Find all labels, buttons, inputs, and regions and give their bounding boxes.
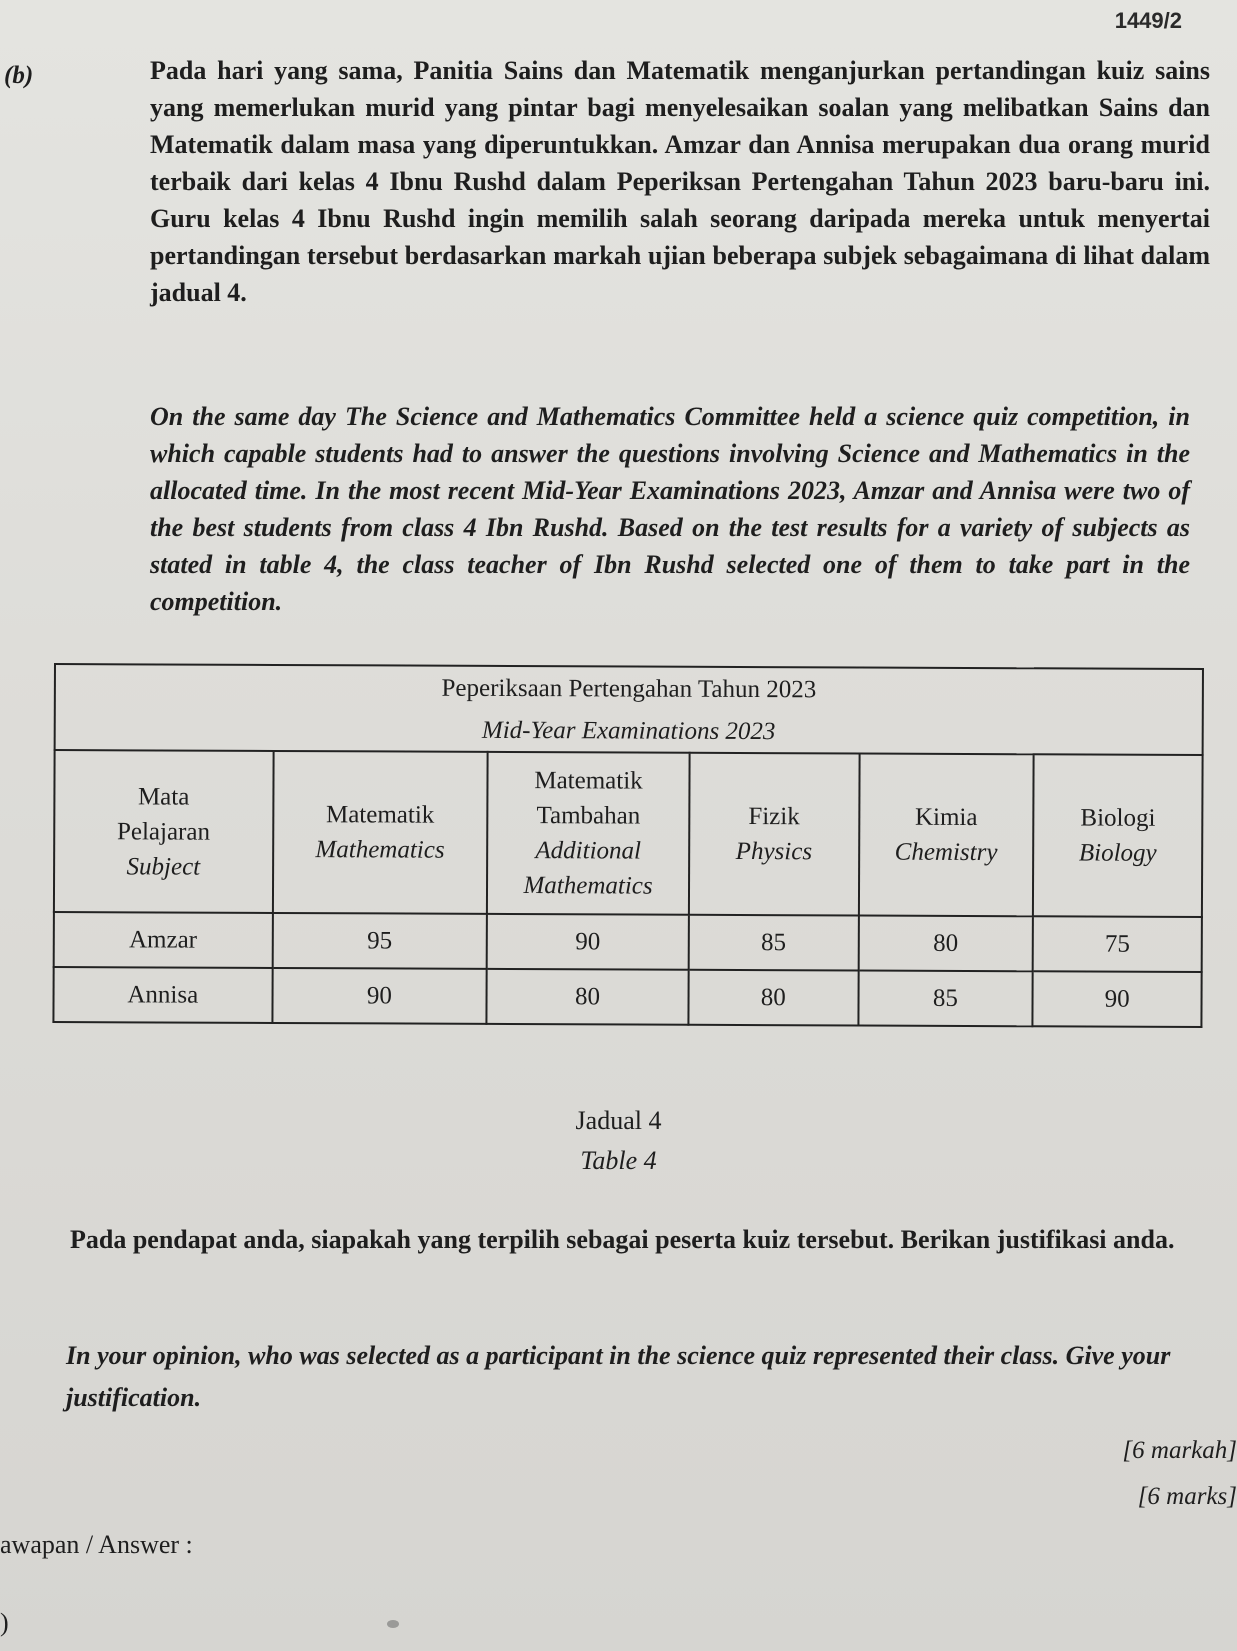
subject-name-malay-l1: Matematik bbox=[534, 767, 643, 795]
table-row bbox=[53, 967, 1201, 1027]
score-cell: 80 bbox=[487, 969, 689, 1025]
question-text-malay: Pada hari yang sama, Panitia Sains dan Matematik menganjurkan pertandingan kuiz sains yang memerlukan murid yang pintar bagi menyelesaikan soalan yang melibatkan Sains dan Matematik dalam masa yang diperuntukkan. Amzar dan Annisa merupakan dua orang murid terbaik dari kelas 4 Ibnu Rushd dalam Peperiksan Pertengahan Tahun 2023 baru-baru ini. Guru kelas 4 Ibnu Rushd ingin memilih salah seorang daripada mereka untuk menyertai pertandingan tersebut berdasarkan markah ujian beberapa subjek sebagaimana di lihat dalam jadual 4. bbox=[150, 56, 1210, 307]
marks-english: [6 marks] bbox=[1137, 1483, 1237, 1510]
student-name: Amzar bbox=[54, 912, 273, 968]
score-cell: 90 bbox=[1033, 971, 1202, 1027]
answer-label: awapan / Answer : bbox=[0, 1530, 193, 1559]
subject-name-malay-l2: Tambahan bbox=[536, 802, 641, 830]
table-caption-english: Table 4 bbox=[580, 1146, 657, 1175]
subject-header-l3: Subject bbox=[126, 852, 201, 881]
score-cell: 85 bbox=[689, 915, 859, 971]
table-title-english: Mid-Year Examinations 2023 bbox=[55, 709, 1203, 755]
subject-name-english: Chemistry bbox=[894, 838, 998, 867]
answer-number: ) bbox=[0, 1608, 9, 1637]
subject-physics bbox=[689, 753, 859, 916]
subject-chemistry bbox=[858, 754, 1033, 917]
score-cell: 90 bbox=[487, 914, 689, 970]
score-cell: 80 bbox=[688, 970, 858, 1026]
score-cell: 90 bbox=[272, 968, 487, 1024]
score-cell: 80 bbox=[858, 916, 1033, 972]
prompt-english: In your opinion, who was selected as a participant in the science quiz represented their class. Give your justification. bbox=[66, 1341, 1171, 1412]
subject-header-cell bbox=[54, 750, 273, 913]
subject-name-english: Biology bbox=[1078, 839, 1157, 867]
subject-name-english-l2: Mathematics bbox=[523, 872, 653, 900]
prompt-malay: Pada pendapat anda, siapakah yang terpilih sebagai peserta kuiz tersebut. Berikan justifikasi anda. bbox=[70, 1225, 1175, 1254]
subject-name-malay: Biologi bbox=[1080, 804, 1156, 832]
subject-mathematics bbox=[272, 751, 487, 914]
question-label: (b) bbox=[4, 62, 34, 89]
subject-header-l2: Pelajaran bbox=[116, 817, 211, 846]
results-table bbox=[52, 663, 1204, 1028]
question-text-english: On the same day The Science and Mathematics Committee held a science quiz competition, in which capable students had to answer the questions involving Science and Mathematics in the allocated time. In the most recent Mid-Year Examinations 2023, Amzar and Annisa were two of the best students from class 4 Ibn Rushd. Based on the test results for a variety of subjects as stated in table 4, the class teacher of Ibn Rushd selected one of them to take part in the competition. bbox=[150, 402, 1190, 616]
score-cell: 95 bbox=[272, 913, 487, 969]
subject-name-english-l1: Additional bbox=[535, 837, 642, 865]
table-title-malay: Peperiksaan Pertengahan Tahun 2023 bbox=[55, 664, 1203, 714]
subject-name-english: Physics bbox=[735, 837, 813, 866]
score-cell: 85 bbox=[858, 971, 1033, 1027]
table-caption-malay: Jadual 4 bbox=[575, 1106, 662, 1135]
paper-speck bbox=[387, 1620, 399, 1628]
table-row bbox=[54, 912, 1202, 972]
subject-name-malay: Matematik bbox=[325, 801, 435, 829]
subject-name-malay: Kimia bbox=[914, 803, 978, 832]
subject-biology bbox=[1033, 754, 1202, 917]
subject-header-l1: Mata bbox=[137, 782, 190, 811]
paper-code: 1449/2 bbox=[1114, 8, 1182, 33]
score-cell: 75 bbox=[1033, 916, 1202, 972]
subject-additional-mathematics bbox=[487, 752, 689, 915]
marks-malay: [6 markah] bbox=[1122, 1437, 1237, 1464]
subject-name-english: Mathematics bbox=[315, 836, 445, 864]
subject-name-malay: Fizik bbox=[748, 803, 800, 831]
student-name: Annisa bbox=[53, 967, 272, 1023]
